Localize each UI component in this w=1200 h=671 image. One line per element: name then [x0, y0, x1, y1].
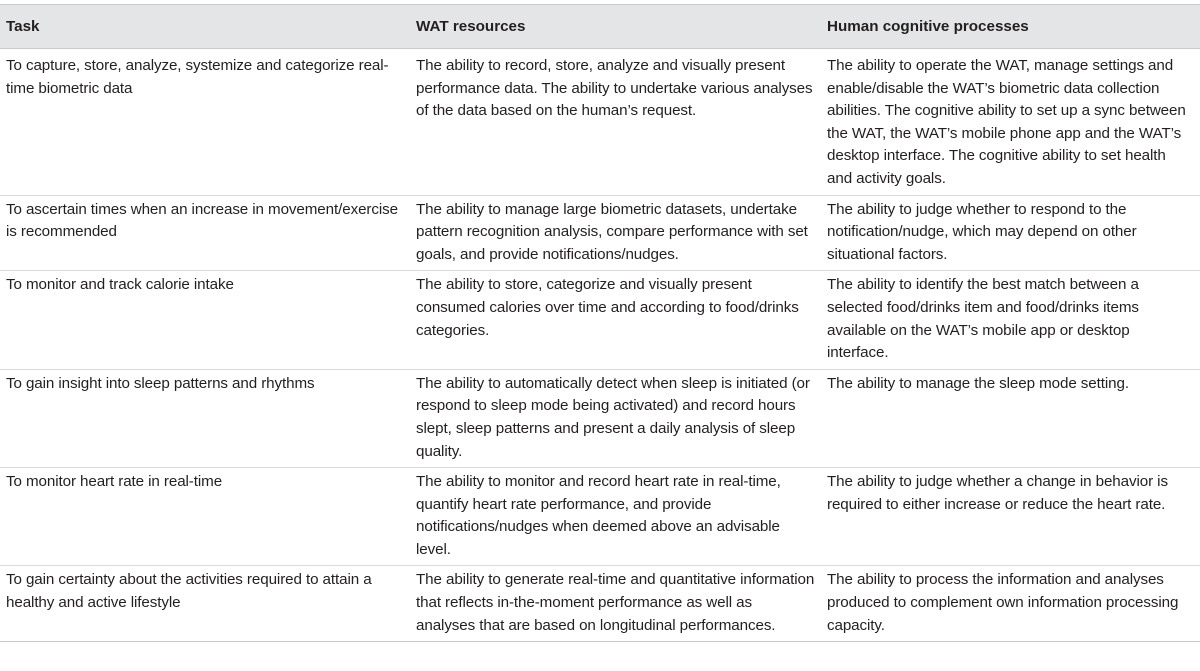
task-resources-table [0, 4, 1200, 642]
cell-wat-resources: The ability to monitor and record heart rate in real-time, quantify heart rate performance, and provide notifications/nudges when deemed above an advisable level. [416, 473, 781, 558]
cell-task: To gain certainty about the activities required to attain a healthy and active lifestyle [6, 571, 372, 612]
cell-human-cognitive: The ability to judge whether a change in behavior is required to either increase or reduce the heart rate. [827, 473, 1168, 513]
cell-task: To capture, store, analyze, systemize and categorize real-time biometric data [6, 57, 389, 97]
cell-task: To ascertain times when an increase in movement/exercise is recommended [6, 200, 398, 241]
cell-wat-resources: The ability to generate real-time and quantitative information that reflects in-the-moment performance as well as analyses that are based on longitudinal performances. [416, 571, 815, 634]
header-human-cognitive-processes: Human cognitive processes [821, 5, 1200, 49]
table-row [0, 566, 1200, 642]
table-row [0, 195, 1200, 271]
cell-human-cognitive: The ability to judge whether to respond to the notification/nudge, which may depend on other situational factors. [827, 200, 1137, 263]
table-row [0, 468, 1200, 566]
header-row [0, 5, 1200, 49]
cell-task: To monitor and track calorie intake [6, 276, 234, 294]
table-header [0, 5, 1200, 49]
cell-human-cognitive: The ability to operate the WAT, manage settings and enable/disable the WAT’s biometric data collection abilities. The cognitive ability to set up a sync between the WAT, the WAT’s mobile phone app and the WAT’s desktop interface. The cognitive ability to set health and activity goals. [827, 57, 1186, 187]
table-row [0, 49, 1200, 196]
cell-human-cognitive: The ability to process the information and analyses produced to complement own information processing capacity. [827, 571, 1179, 634]
cell-task: To monitor heart rate in real-time [6, 473, 223, 491]
cell-human-cognitive: The ability to identify the best match between a selected food/drinks item and food/drinks items available on the WAT’s mobile app or desktop interface. [827, 276, 1139, 362]
table-body [0, 49, 1200, 642]
cell-human-cognitive: The ability to manage the sleep mode setting. [827, 374, 1129, 392]
header-task: Task [0, 5, 410, 49]
table-row [0, 271, 1200, 369]
cell-wat-resources: The ability to automatically detect when sleep is initiated (or respond to sleep mode being activated) and record hours slept, sleep patterns and present a daily analysis of sleep quality. [416, 374, 810, 460]
table-row [0, 369, 1200, 467]
header-wat-resources: WAT resources [410, 5, 821, 49]
cell-task: To gain insight into sleep patterns and rhythms [6, 374, 315, 392]
cell-wat-resources: The ability to record, store, analyze and visually present performance data. The ability to undertake various analyses of the data based on the human’s request. [416, 57, 813, 120]
cell-wat-resources: The ability to store, categorize and visually present consumed calories over time and according to food/drinks categories. [416, 276, 799, 339]
cell-wat-resources: The ability to manage large biometric datasets, undertake pattern recognition analysis, compare performance with set goals, and provide notifications/nudges. [416, 200, 808, 263]
